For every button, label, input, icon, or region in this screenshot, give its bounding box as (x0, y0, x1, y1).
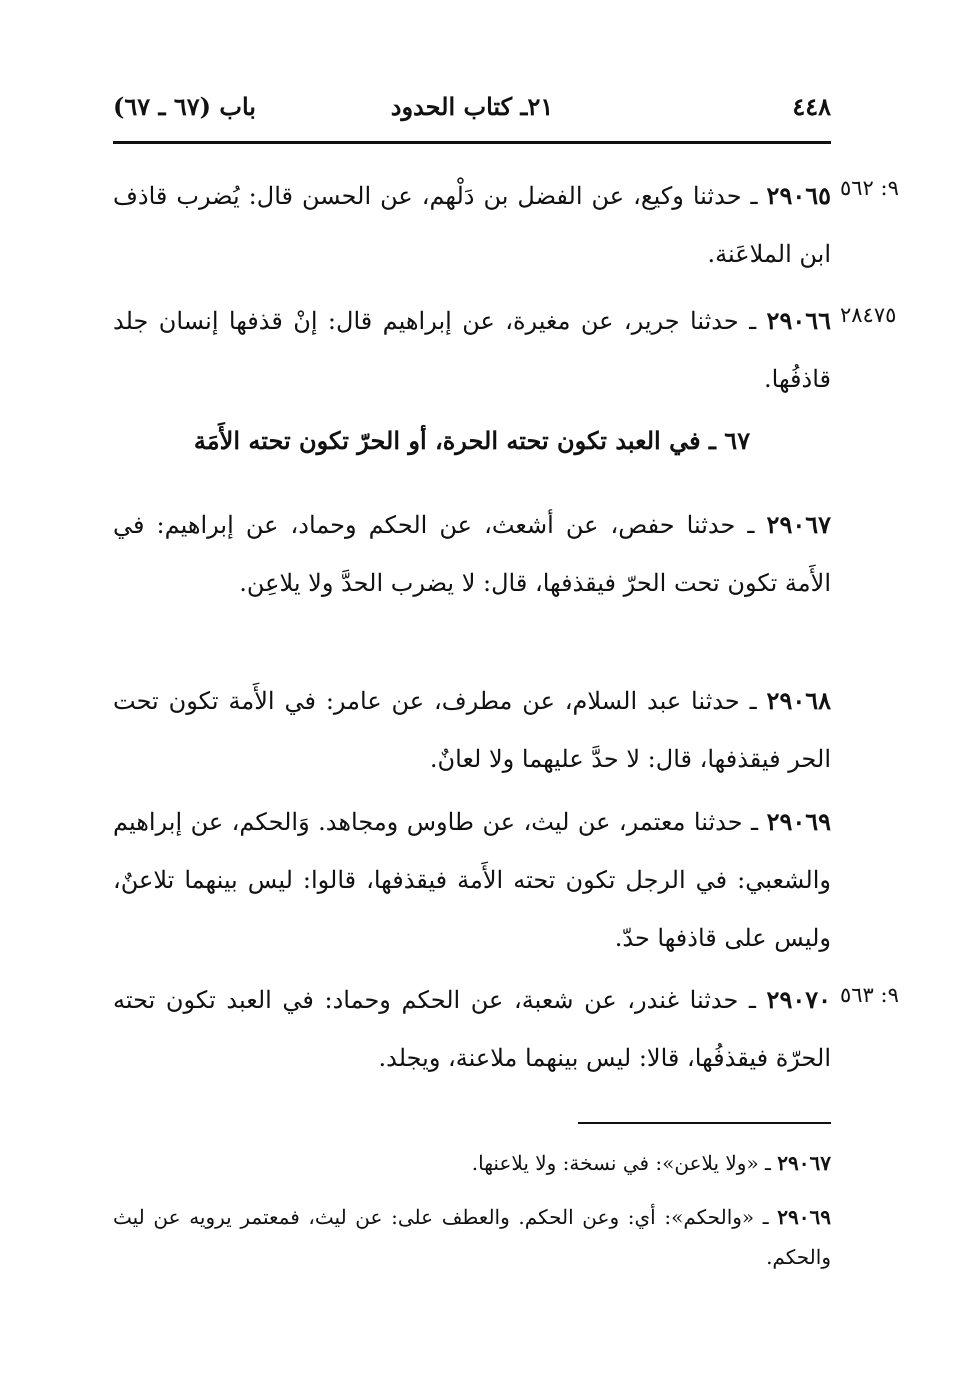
hadith-text: ـ حدثنا وكيع، عن الفضل بن دَلْهم، عن الحسن قال: يُضرب قاذف ابن الملاعَنة. (113, 182, 831, 268)
hadith-29067 (113, 496, 831, 612)
footnote-text: ـ «والحكم»: أي: وعن الحكم. والعطف على: عن ليث، فمعتمر يرويه عن ليث والحكم. (113, 1205, 831, 1269)
footnote-29069 (113, 1197, 831, 1277)
margin-reference: ٢٨٤٧٥ (840, 303, 897, 327)
book-title: ٢١ـ كتاب الحدود (390, 92, 554, 121)
hadith-text: ـ حدثنا غندر، عن شعبة، عن الحكم وحماد: في العبد تكون تحته الحرّة فيقذفُها، قالا: ليس بينهما ملاعنة، ويجلد. (113, 986, 831, 1072)
hadith-29068 (113, 672, 831, 788)
footnote-divider (578, 1122, 831, 1124)
margin-reference: ٩: ٥٦٣ (840, 983, 899, 1007)
hadith-29066 (113, 292, 831, 408)
hadith-29065 (113, 167, 831, 283)
page-number: ٤٤٨ (792, 92, 831, 121)
footnote-number: ٢٩٠٦٧ (777, 1151, 831, 1175)
hadith-text: ـ حدثنا حفص، عن أشعث، عن الحكم وحماد، عن إبراهيم: في الأَمة تكون تحت الحرّ فيقذفها، قال: لا يضرب الحدَّ ولا يلاعِن. (113, 511, 831, 597)
page-header (113, 92, 831, 132)
hadith-number: ٢٩٠٦٦ (766, 306, 831, 335)
hadith-number: ٢٩٠٦٥ (766, 181, 831, 210)
hadith-number: ٢٩٠٦٨ (766, 686, 831, 715)
hadith-29070 (113, 971, 831, 1087)
hadith-number: ٢٩٠٦٩ (766, 807, 832, 836)
hadith-number: ٢٩٠٦٧ (766, 510, 831, 539)
hadith-number: ٢٩٠٧٠ (766, 985, 831, 1014)
footnote-number: ٢٩٠٦٩ (777, 1205, 831, 1229)
chapter-title: ٦٧ ـ في العبد تكون تحته الحرة، أو الحرّ تكون تحته الأَمَة (193, 426, 751, 455)
header-divider (113, 141, 831, 144)
hadith-text: ـ حدثنا معتمر، عن ليث، عن طاوس ومجاهد. وَالحكم، عن إبراهيم والشعبي: في الرجل تكون تحته الأَمة فيقذفها، قالوا: ليس بينهما تلاعنٌ، وليس على قاذفها حدّ. (113, 808, 831, 952)
margin-reference: ٩: ٥٦٢ (840, 176, 899, 200)
hadith-29069 (113, 793, 831, 967)
hadith-text: ـ حدثنا جرير، عن مغيرة، عن إبراهيم قال: إنْ قذفها إنسان جلد قاذفُها. (113, 307, 831, 393)
footnote-text: ـ «ولا يلاعن»: في نسخة: ولا يلاعنها. (471, 1151, 778, 1175)
chapter-range: باب (٦٧ ـ ٦٧) (113, 92, 256, 121)
hadith-text: ـ حدثنا عبد السلام، عن مطرف، عن عامر: في الأَمة تكون تحت الحر فيقذفها، قال: لا حدَّ عليهما ولا لعانٌ. (113, 687, 831, 773)
footnote-29067 (113, 1143, 831, 1183)
